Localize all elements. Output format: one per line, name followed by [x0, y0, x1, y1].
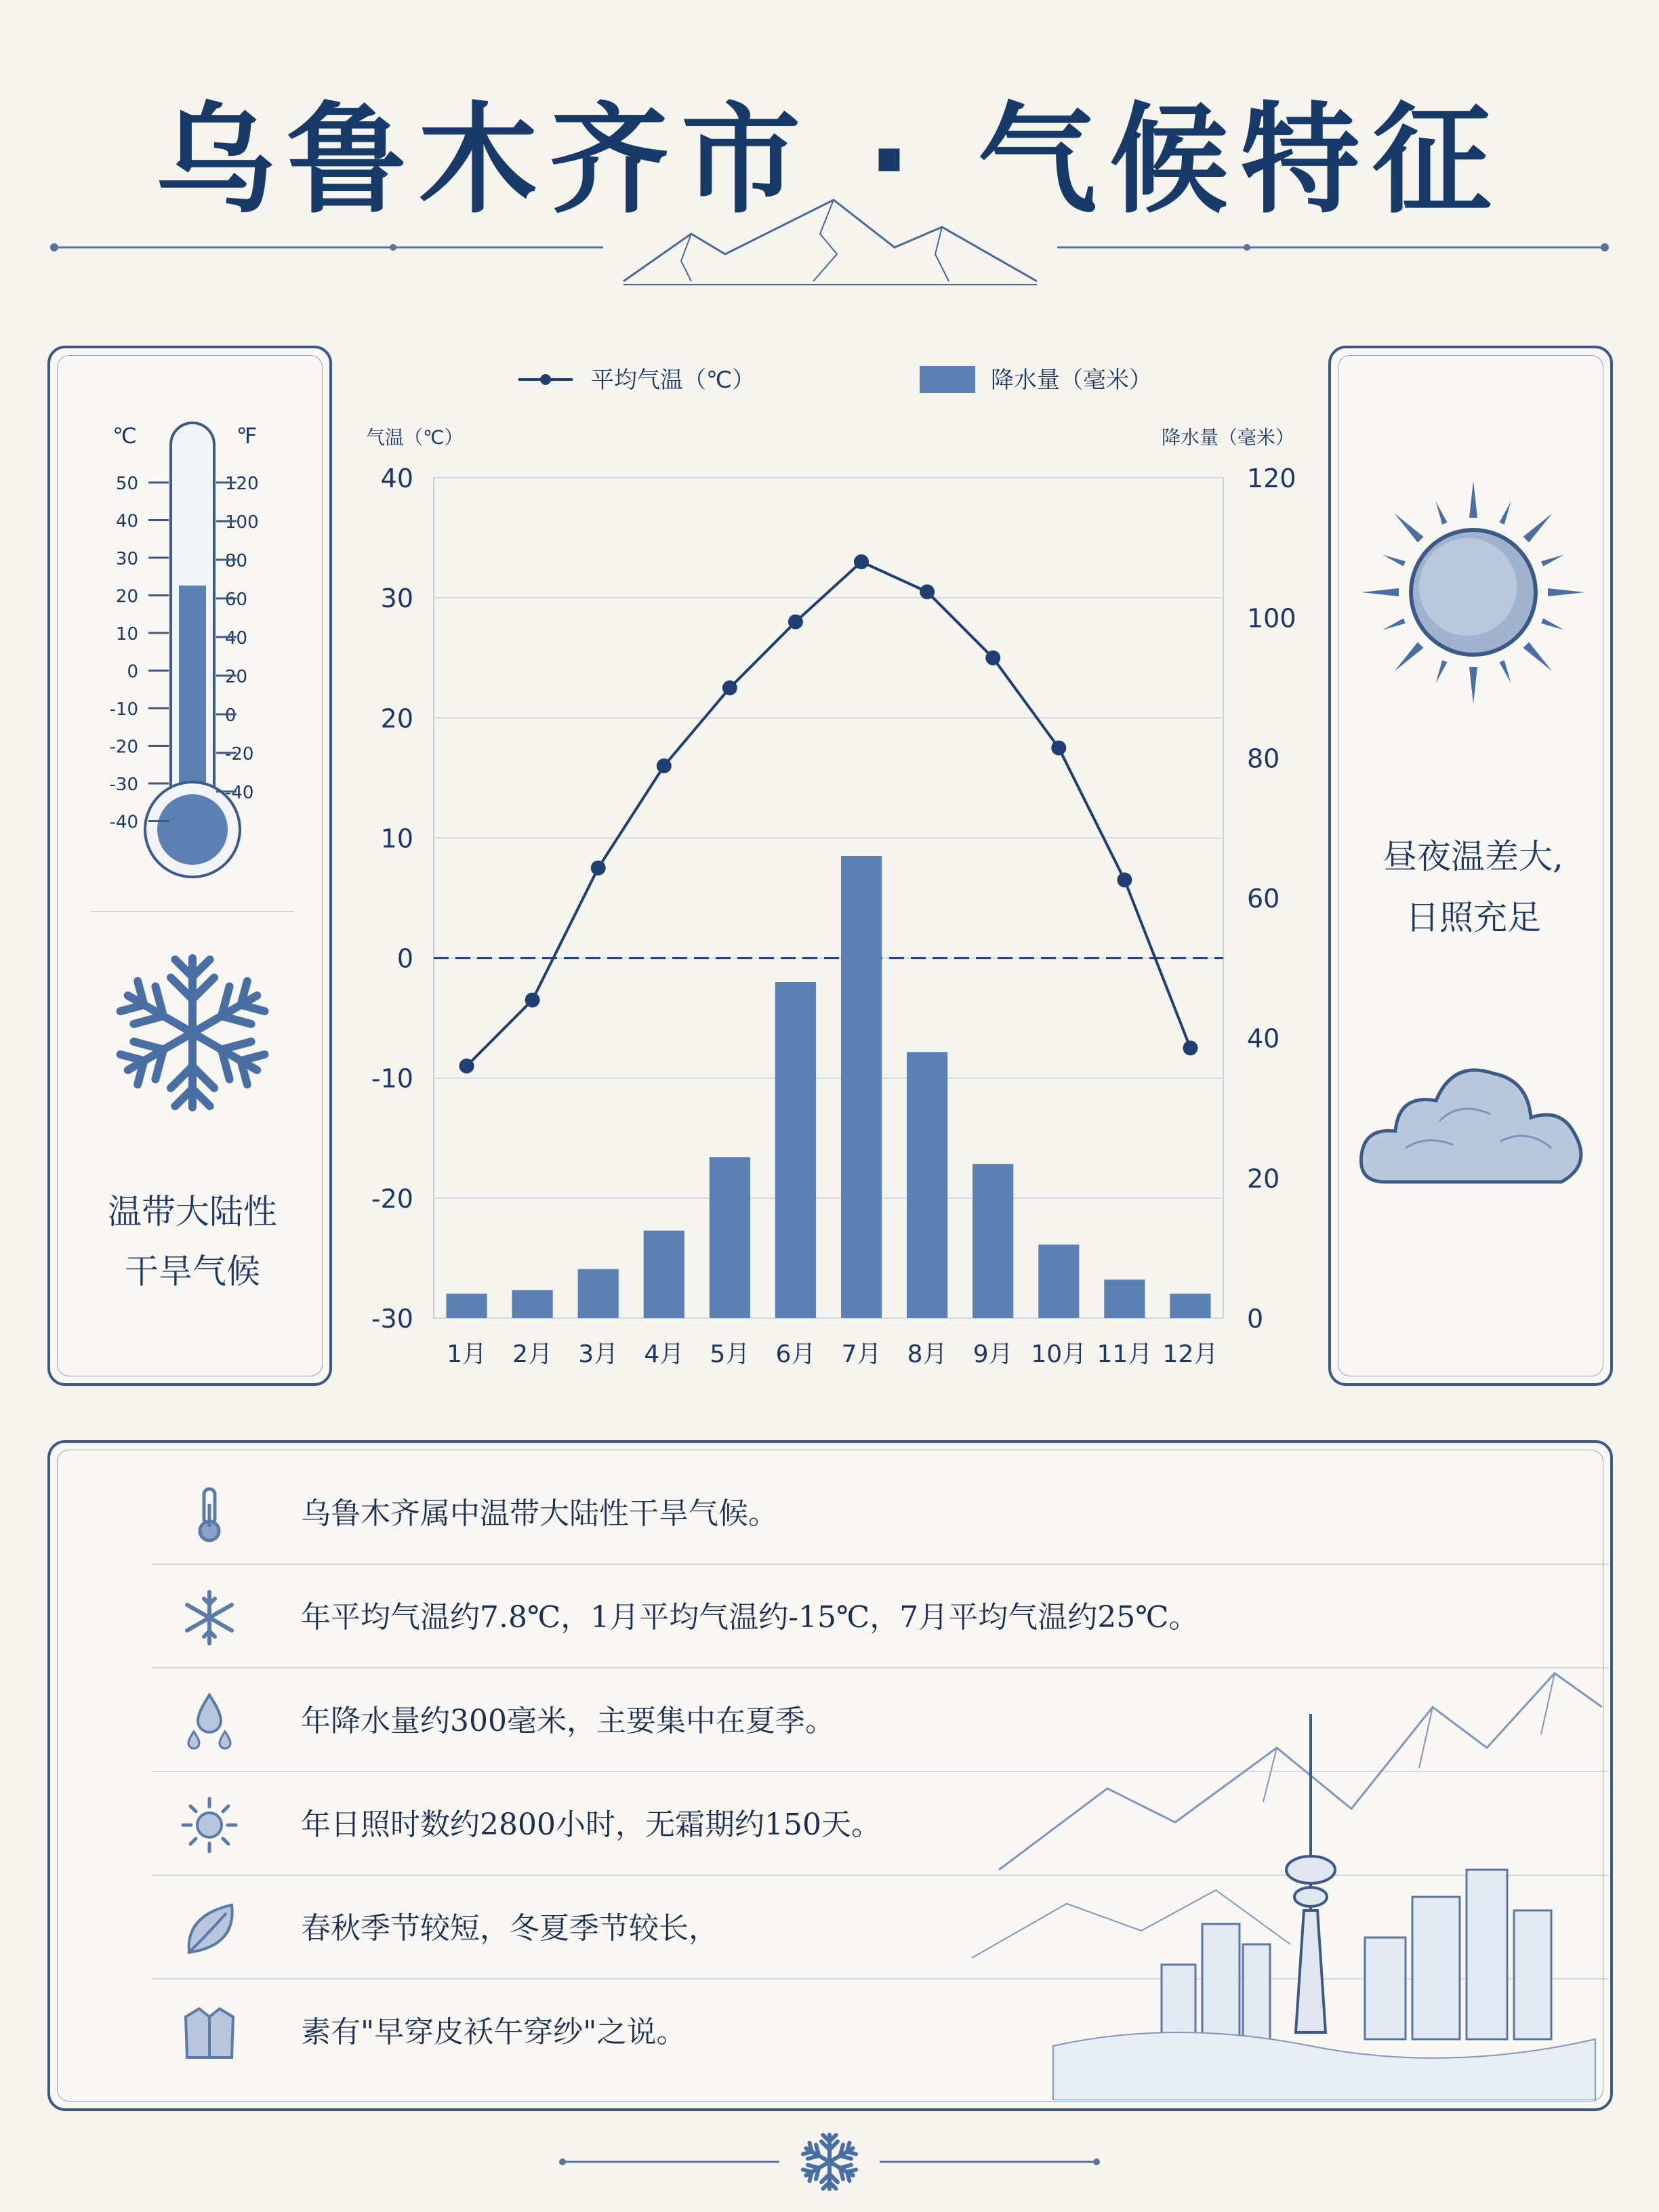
leaf-icon: [179, 1898, 240, 1959]
precipitation-bar: [578, 1269, 619, 1318]
celsius-tick-label: 50: [115, 474, 138, 494]
right-y-tick-label: 100: [1247, 603, 1296, 634]
facts-panel: [47, 1440, 1613, 2111]
celsius-tick-label: -10: [109, 699, 138, 720]
temperature-point: [591, 861, 606, 876]
temperature-point: [1117, 872, 1132, 887]
sun-ray: [1469, 667, 1477, 704]
fact-row: [152, 1463, 1609, 1565]
fahrenheit-tick-label: 120: [225, 474, 259, 494]
sun-ray: [1523, 642, 1555, 674]
temperature-point: [985, 651, 1000, 665]
precipitation-bar: [1170, 1294, 1210, 1318]
cloud-icon: [1358, 1046, 1589, 1202]
left-y-tick-label: 40: [380, 464, 413, 493]
climate-type-line2: 干旱气候: [125, 1252, 260, 1291]
x-tick-label: 5月: [710, 1340, 750, 1368]
right-panel-line2: 日照充足: [1406, 898, 1541, 937]
water-drop-icon: [179, 1691, 240, 1752]
right-info-panel: [1328, 346, 1613, 1386]
precipitation-bar: [972, 1164, 1013, 1318]
sun-ray: [1361, 588, 1399, 596]
fahrenheit-tick-label: 60: [225, 590, 248, 610]
x-tick-label: 11月: [1097, 1340, 1153, 1368]
precipitation-bar: [775, 982, 816, 1318]
title-divider: [41, 193, 1618, 302]
temperature-point: [722, 680, 737, 695]
left-info-panel: [47, 346, 332, 1386]
right-y-tick-label: 40: [1247, 1023, 1280, 1054]
snowflake-icon: [802, 2135, 857, 2189]
temperature-point: [788, 615, 803, 630]
right-axis-title: 降水量（毫米）: [1161, 426, 1294, 449]
x-tick-label: 8月: [907, 1340, 947, 1368]
precipitation-bar: [644, 1231, 684, 1318]
fact-text: 春秋季节较短，冬夏季节较长，: [301, 1911, 718, 1946]
right-y-tick-label: 0: [1247, 1304, 1264, 1334]
celsius-tick-label: -40: [109, 812, 138, 833]
x-tick-label: 2月: [512, 1340, 553, 1368]
chart-legend: [518, 366, 1152, 394]
celsius-tick-label: -30: [109, 775, 138, 795]
sun-ray: [1469, 480, 1477, 518]
x-tick-label: 4月: [644, 1340, 684, 1368]
footer-ornament: [556, 2125, 1103, 2199]
precipitation-bar: [841, 856, 882, 1318]
precipitation-bar: [710, 1157, 750, 1318]
x-tick-label: 1月: [447, 1340, 487, 1368]
right-y-tick-label: 20: [1247, 1164, 1280, 1194]
thermometer-icon: [179, 1483, 240, 1544]
fahrenheit-tick-label: 0: [225, 705, 237, 726]
celsius-tick-label: 0: [127, 661, 138, 682]
right-y-tick-label: 80: [1247, 743, 1280, 774]
x-tick-label: 3月: [578, 1340, 619, 1368]
legend-line-marker: [540, 374, 551, 385]
x-tick-label: 6月: [775, 1340, 816, 1368]
city-skyline-illustration: [972, 1666, 1602, 2100]
legend-bar-swatch: [920, 366, 975, 393]
mountain-illustration: [623, 200, 1037, 285]
snowflake-icon: [179, 1587, 240, 1648]
legend-precipitation-label: 降水量（毫米）: [991, 367, 1152, 394]
sun-ray: [1382, 552, 1406, 567]
sun-ray: [1541, 552, 1565, 567]
right-panel-line1: 昼夜温差大,: [1383, 837, 1563, 876]
sun-icon: [179, 1795, 240, 1856]
celsius-tick-label: -20: [109, 737, 138, 758]
left-y-tick-label: -20: [371, 1183, 413, 1214]
jacket-icon: [179, 2002, 240, 2063]
x-tick-label: 9月: [972, 1340, 1013, 1368]
fact-text: 乌鲁木齐属中温带大陆性干旱气候。: [301, 1496, 778, 1531]
precipitation-bar: [1038, 1245, 1079, 1319]
temperature-point: [920, 584, 935, 599]
x-tick-label: 12月: [1162, 1340, 1218, 1368]
sun-ray: [1391, 642, 1423, 674]
fahrenheit-tick-label: 20: [225, 667, 248, 687]
climate-chart: [339, 346, 1322, 1386]
left-y-tick-label: 30: [380, 583, 413, 614]
sun-ray: [1541, 618, 1565, 632]
left-y-tick-label: 0: [396, 943, 413, 974]
x-tick-label: 10月: [1031, 1340, 1087, 1368]
celsius-tick-label: 30: [115, 549, 138, 569]
legend-temperature-label: 平均气温（℃）: [591, 367, 756, 394]
sun-ray: [1391, 510, 1423, 542]
left-y-tick-label: -30: [371, 1304, 413, 1334]
temperature-line: [467, 562, 1191, 1066]
sun-ray: [1523, 510, 1555, 542]
panel-divider: [91, 911, 294, 912]
fahrenheit-tick-label: -40: [225, 783, 254, 803]
right-y-tick-label: 60: [1247, 884, 1280, 914]
temperature-point: [459, 1059, 474, 1073]
left-axis-title: 气温（℃）: [366, 426, 464, 449]
fahrenheit-tick-label: -20: [225, 744, 254, 764]
thermometer-illustration: [50, 348, 335, 904]
fact-text: 素有"早穿皮袄午穿纱"之说。: [301, 2015, 687, 2049]
sun-icon: [1358, 477, 1589, 708]
climate-type-line1: 温带大陆性: [108, 1192, 277, 1231]
sun-ray: [1382, 618, 1406, 632]
plot-frame: [434, 478, 1223, 1318]
precipitation-bar: [512, 1290, 553, 1318]
temperature-point: [1051, 741, 1066, 756]
fahrenheit-tick-label: 80: [225, 551, 248, 571]
page-title: 乌鲁木齐市 · 气候特征: [155, 91, 1504, 230]
fahrenheit-tick-label: 40: [225, 628, 248, 649]
fahrenheit-tick-label: 100: [225, 512, 259, 533]
celsius-tick-label: 40: [115, 511, 138, 532]
left-y-tick-label: 20: [380, 703, 413, 734]
fact-text: 年降水量约300毫米，主要集中在夏季。: [301, 1704, 835, 1738]
celsius-tick-label: 10: [115, 624, 138, 644]
sun-ray: [1499, 660, 1513, 684]
left-y-tick-label: -10: [371, 1063, 413, 1094]
sun-ray: [1548, 588, 1585, 596]
left-y-tick-label: 10: [380, 823, 413, 854]
fahrenheit-unit: ℉: [236, 423, 258, 449]
sun-ray: [1499, 501, 1513, 525]
right-y-tick-label: 120: [1247, 464, 1296, 493]
snowflake-icon: [108, 945, 277, 1121]
fact-text: 年日照时数约2800小时，无霜期约150天。: [301, 1807, 881, 1842]
sun-ray: [1433, 660, 1448, 684]
x-tick-label: 7月: [841, 1340, 882, 1368]
temperature-point: [1183, 1040, 1197, 1055]
celsius-tick-label: 20: [115, 586, 138, 607]
sun-ray: [1433, 501, 1448, 525]
fact-row: [152, 1567, 1609, 1668]
temperature-point: [854, 554, 869, 569]
precipitation-bar: [907, 1052, 947, 1318]
fact-text: 年平均气温约7.8℃，1月平均气温约-15℃，7月平均气温约25℃。: [301, 1600, 1199, 1635]
precipitation-bar: [446, 1294, 487, 1318]
celsius-unit: ℃: [112, 423, 137, 449]
temperature-point: [525, 993, 540, 1008]
precipitation-bar: [1104, 1279, 1145, 1318]
temperature-point: [657, 758, 672, 773]
